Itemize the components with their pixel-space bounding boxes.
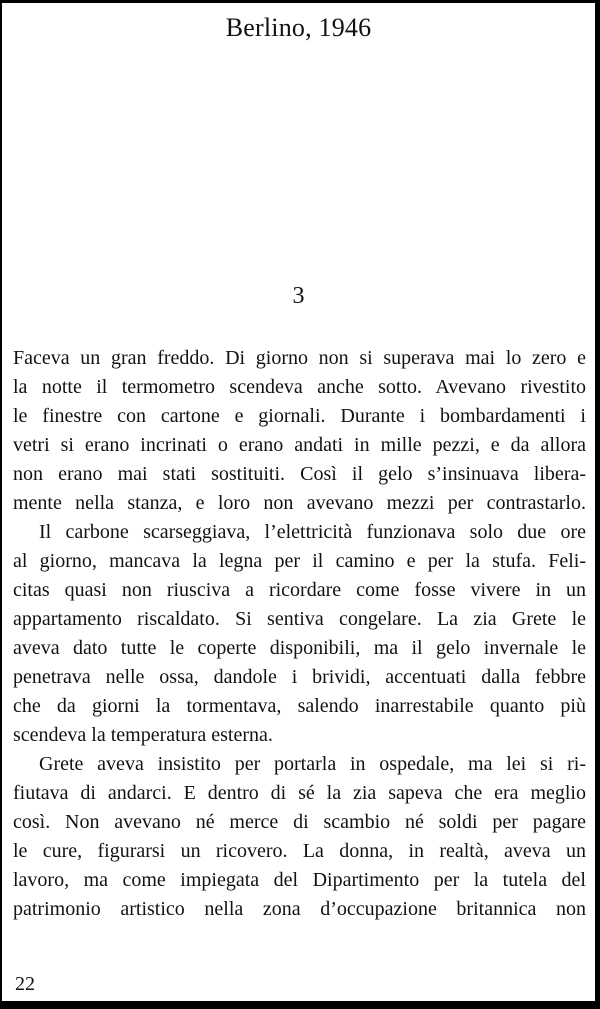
text-line: lavoro, ma come impiegata del Dipartimento per la tutela del [13,869,586,891]
body-text [2,344,595,924]
running-header: Berlino, 1946 [225,13,372,42]
page-number: 22 [15,973,35,995]
text-line: citas quasi non riusciva a ricordare come fosse vivere in un [13,579,586,601]
text-line: patrimonio artistico nella zona d’occupazione britannica non [13,898,586,920]
text-line: non erano mai stati sostituiti. Così il gelo s’insinuava libera- [13,463,586,485]
paragraph [13,750,586,924]
text-line: la notte il termometro scendeva anche sotto. Avevano rivestito [13,376,586,398]
text-line: aveva dato tutte le coperte disponibili, ma il gelo invernale le [13,637,586,659]
text-line: che da giorni la tormentava, salendo inarrestabile quanto più [13,695,586,717]
text-line: Grete aveva insistito per portarla in ospedale, ma lei si ri- [39,753,586,775]
text-line: appartamento riscaldato. Si sentiva congelare. La zia Grete le [13,608,586,630]
text-line: Il carbone scarseggiava, l’elettricità funzionava solo due ore [39,521,586,543]
text-line: vetri si erano incrinati o erano andati in mille pezzi, e da allora [13,434,586,456]
text-line: al giorno, mancava la legna per il camino e per la stufa. Feli- [13,550,586,572]
paragraph [13,344,586,518]
text-line: penetrava nelle ossa, dandole i brividi, accentuati dalla febbre [13,666,586,688]
text-line: le cure, figurarsi un ricovero. La donna, in realtà, aveva un [13,840,586,862]
text-line: scendeva la temperatura esterna. [13,724,273,746]
chapter-number: 3 [292,283,305,309]
text-line: mente nella stanza, e loro non avevano mezzi per contrastarlo. [13,492,586,514]
text-line: fiutava di andarci. E dentro di sé la zia sapeva che era meglio [13,782,586,804]
text-line: le finestre con cartone e giornali. Durante i bombardamenti i [13,405,586,427]
text-line: Faceva un gran freddo. Di giorno non si superava mai lo zero e [13,347,586,369]
paragraph [13,518,586,750]
text-line: così. Non avevano né merce di scambio né soldi per pagare [13,811,586,833]
